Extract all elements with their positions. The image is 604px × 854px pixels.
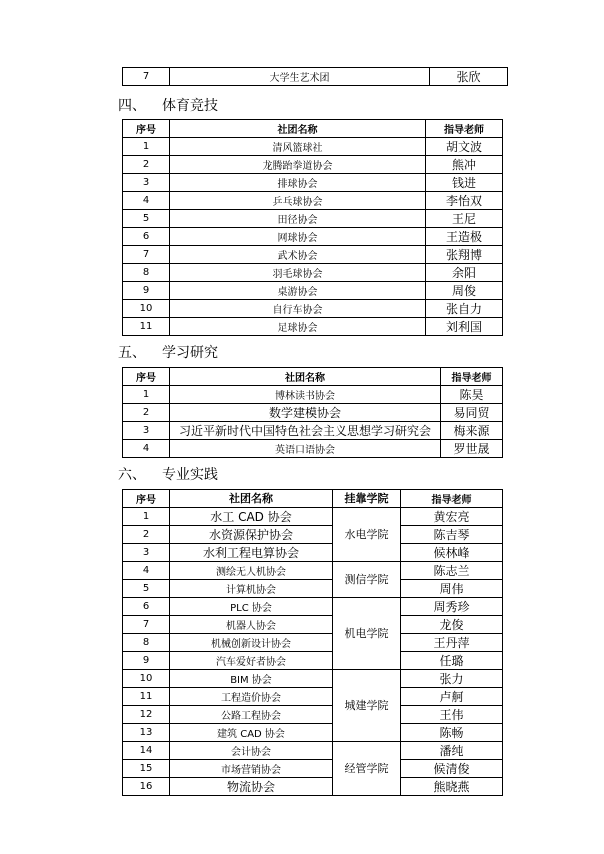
teacher-name: 潘纯 — [401, 741, 503, 759]
row-number: 6 — [123, 597, 170, 615]
table-row — [123, 281, 503, 299]
table-row — [123, 705, 503, 723]
row-number: 11 — [123, 687, 170, 705]
table-row — [123, 68, 508, 86]
club-name: BIM 协会 — [170, 669, 333, 687]
section3-tail-table — [122, 67, 508, 86]
college-name: 经管学院 — [333, 741, 401, 795]
club-name: 机械创新设计协会 — [170, 633, 333, 651]
row-number: 2 — [123, 155, 170, 173]
club-name: 机器人协会 — [170, 615, 333, 633]
section5-title: 学习研究 — [162, 345, 218, 361]
teacher-name: 张力 — [401, 669, 503, 687]
club-name: 羽毛球协会 — [170, 263, 426, 281]
row-number: 7 — [123, 68, 170, 86]
row-number: 3 — [123, 421, 170, 439]
club-name: 计算机协会 — [170, 579, 333, 597]
teacher-name: 梅来源 — [441, 421, 503, 439]
club-name: 水资源保护协会 — [170, 525, 333, 543]
row-number: 8 — [123, 633, 170, 651]
teacher-name: 张翔博 — [426, 245, 503, 263]
table-row — [123, 263, 503, 281]
club-name: 自行车协会 — [170, 299, 426, 317]
row-number: 7 — [123, 245, 170, 263]
row-number: 9 — [123, 281, 170, 299]
header-row — [123, 490, 503, 508]
club-name: 桌游协会 — [170, 281, 426, 299]
teacher-name: 周伟 — [401, 579, 503, 597]
table-row — [123, 777, 503, 795]
club-name: 习近平新时代中国特色社会主义思想学习研究会 — [170, 421, 441, 439]
header-no: 序号 — [123, 490, 170, 508]
header-no: 序号 — [123, 120, 170, 138]
table-row — [123, 299, 503, 317]
teacher-name: 胡文波 — [426, 137, 503, 155]
teacher-name: 陈吉琴 — [401, 525, 503, 543]
teacher-name: 熊冲 — [426, 155, 503, 173]
row-number: 1 — [123, 507, 170, 525]
section4-heading — [118, 95, 218, 115]
row-number: 2 — [123, 403, 170, 421]
club-name: 足球协会 — [170, 317, 426, 335]
header-no: 序号 — [123, 368, 170, 386]
teacher-name: 钱进 — [426, 173, 503, 191]
row-number: 1 — [123, 137, 170, 155]
teacher-name: 熊晓燕 — [401, 777, 503, 795]
club-name: 网球协会 — [170, 227, 426, 245]
header-teacher: 指导老师 — [441, 368, 503, 386]
teacher-name: 候林峰 — [401, 543, 503, 561]
table-row — [123, 385, 503, 403]
table-row — [123, 155, 503, 173]
header-club: 社团名称 — [170, 368, 441, 386]
club-name: 工程造价协会 — [170, 687, 333, 705]
college-name: 机电学院 — [333, 597, 401, 669]
teacher-name: 王尼 — [426, 209, 503, 227]
table-row — [123, 759, 503, 777]
table-row — [123, 651, 503, 669]
club-name: 英语口语协会 — [170, 439, 441, 457]
header-teacher: 指导老师 — [426, 120, 503, 138]
teacher-name: 陈志兰 — [401, 561, 503, 579]
row-number: 5 — [123, 579, 170, 597]
header-row — [123, 368, 503, 386]
club-name: 龙腾跆拳道协会 — [170, 155, 426, 173]
table-row — [123, 245, 503, 263]
club-name: 清风篮球社 — [170, 137, 426, 155]
section5-table — [122, 367, 503, 458]
row-number: 1 — [123, 385, 170, 403]
table-row — [123, 615, 503, 633]
header-row — [123, 120, 503, 138]
teacher-name: 张自力 — [426, 299, 503, 317]
table-row — [123, 723, 503, 741]
row-number: 4 — [123, 191, 170, 209]
club-name: 测绘无人机协会 — [170, 561, 333, 579]
teacher-name: 李怡双 — [426, 191, 503, 209]
table-row — [123, 525, 503, 543]
row-number: 12 — [123, 705, 170, 723]
section4-title: 体育竞技 — [162, 98, 218, 114]
table-row — [123, 579, 503, 597]
section4-table — [122, 119, 503, 336]
section5-number: 五、 — [118, 345, 146, 361]
club-name: 水工 CAD 协会 — [170, 507, 333, 525]
row-number: 10 — [123, 299, 170, 317]
table-row — [123, 227, 503, 245]
club-name: 博林读书协会 — [170, 385, 441, 403]
club-name: 水利工程电算协会 — [170, 543, 333, 561]
table-row — [123, 687, 503, 705]
table-row — [123, 317, 503, 335]
teacher-name: 陈昊 — [441, 385, 503, 403]
table-row — [123, 561, 503, 579]
teacher-name: 周秀珍 — [401, 597, 503, 615]
table-row — [123, 173, 503, 191]
section5-heading — [118, 342, 218, 362]
header-college: 挂靠学院 — [333, 490, 401, 508]
header-teacher: 指导老师 — [401, 490, 503, 508]
table-row — [123, 741, 503, 759]
section6-number: 六、 — [118, 467, 146, 483]
teacher-name: 卢舸 — [401, 687, 503, 705]
teacher-name: 陈畅 — [401, 723, 503, 741]
row-number: 3 — [123, 543, 170, 561]
club-name: 市场营销协会 — [170, 759, 333, 777]
table-row — [123, 543, 503, 561]
row-number: 2 — [123, 525, 170, 543]
club-name: 数学建模协会 — [170, 403, 441, 421]
club-name: 田径协会 — [170, 209, 426, 227]
row-number: 4 — [123, 561, 170, 579]
teacher-name: 刘利国 — [426, 317, 503, 335]
teacher-name: 龙俊 — [401, 615, 503, 633]
row-number: 7 — [123, 615, 170, 633]
section6-title: 专业实践 — [162, 467, 218, 483]
row-number: 6 — [123, 227, 170, 245]
teacher-name: 王丹萍 — [401, 633, 503, 651]
row-number: 9 — [123, 651, 170, 669]
teacher-name: 候清俊 — [401, 759, 503, 777]
row-number: 15 — [123, 759, 170, 777]
table-row — [123, 633, 503, 651]
teacher-name: 王造极 — [426, 227, 503, 245]
row-number: 10 — [123, 669, 170, 687]
club-name: 物流协会 — [170, 777, 333, 795]
row-number: 14 — [123, 741, 170, 759]
row-number: 4 — [123, 439, 170, 457]
club-name: 大学生艺术团 — [170, 68, 430, 86]
teacher-name: 周俊 — [426, 281, 503, 299]
teacher-name: 余阳 — [426, 263, 503, 281]
table-row — [123, 403, 503, 421]
table-row — [123, 421, 503, 439]
college-name: 城建学院 — [333, 669, 401, 741]
header-club: 社团名称 — [170, 490, 333, 508]
table-row — [123, 137, 503, 155]
club-name: 排球协会 — [170, 173, 426, 191]
row-number: 8 — [123, 263, 170, 281]
table-row — [123, 669, 503, 687]
club-name: 武术协会 — [170, 245, 426, 263]
teacher-name: 易同贸 — [441, 403, 503, 421]
club-name: 乒乓球协会 — [170, 191, 426, 209]
table-row — [123, 209, 503, 227]
row-number: 3 — [123, 173, 170, 191]
college-name: 水电学院 — [333, 507, 401, 561]
club-name: 汽车爱好者协会 — [170, 651, 333, 669]
header-club: 社团名称 — [170, 120, 426, 138]
club-name: 公路工程协会 — [170, 705, 333, 723]
section4-number: 四、 — [118, 98, 146, 114]
row-number: 5 — [123, 209, 170, 227]
table-row — [123, 439, 503, 457]
table-row — [123, 191, 503, 209]
teacher-name: 罗世晟 — [441, 439, 503, 457]
teacher-name: 王伟 — [401, 705, 503, 723]
teacher-name: 黄宏亮 — [401, 507, 503, 525]
section6-heading — [118, 464, 218, 484]
row-number: 16 — [123, 777, 170, 795]
club-name: 建筑 CAD 协会 — [170, 723, 333, 741]
club-name: 会计协会 — [170, 741, 333, 759]
teacher-name: 任璐 — [401, 651, 503, 669]
teacher-name: 张欣 — [430, 68, 508, 86]
table-row — [123, 507, 503, 525]
section6-table — [122, 489, 503, 796]
row-number: 11 — [123, 317, 170, 335]
row-number: 13 — [123, 723, 170, 741]
college-name: 测信学院 — [333, 561, 401, 597]
table-row — [123, 597, 503, 615]
club-name: PLC 协会 — [170, 597, 333, 615]
